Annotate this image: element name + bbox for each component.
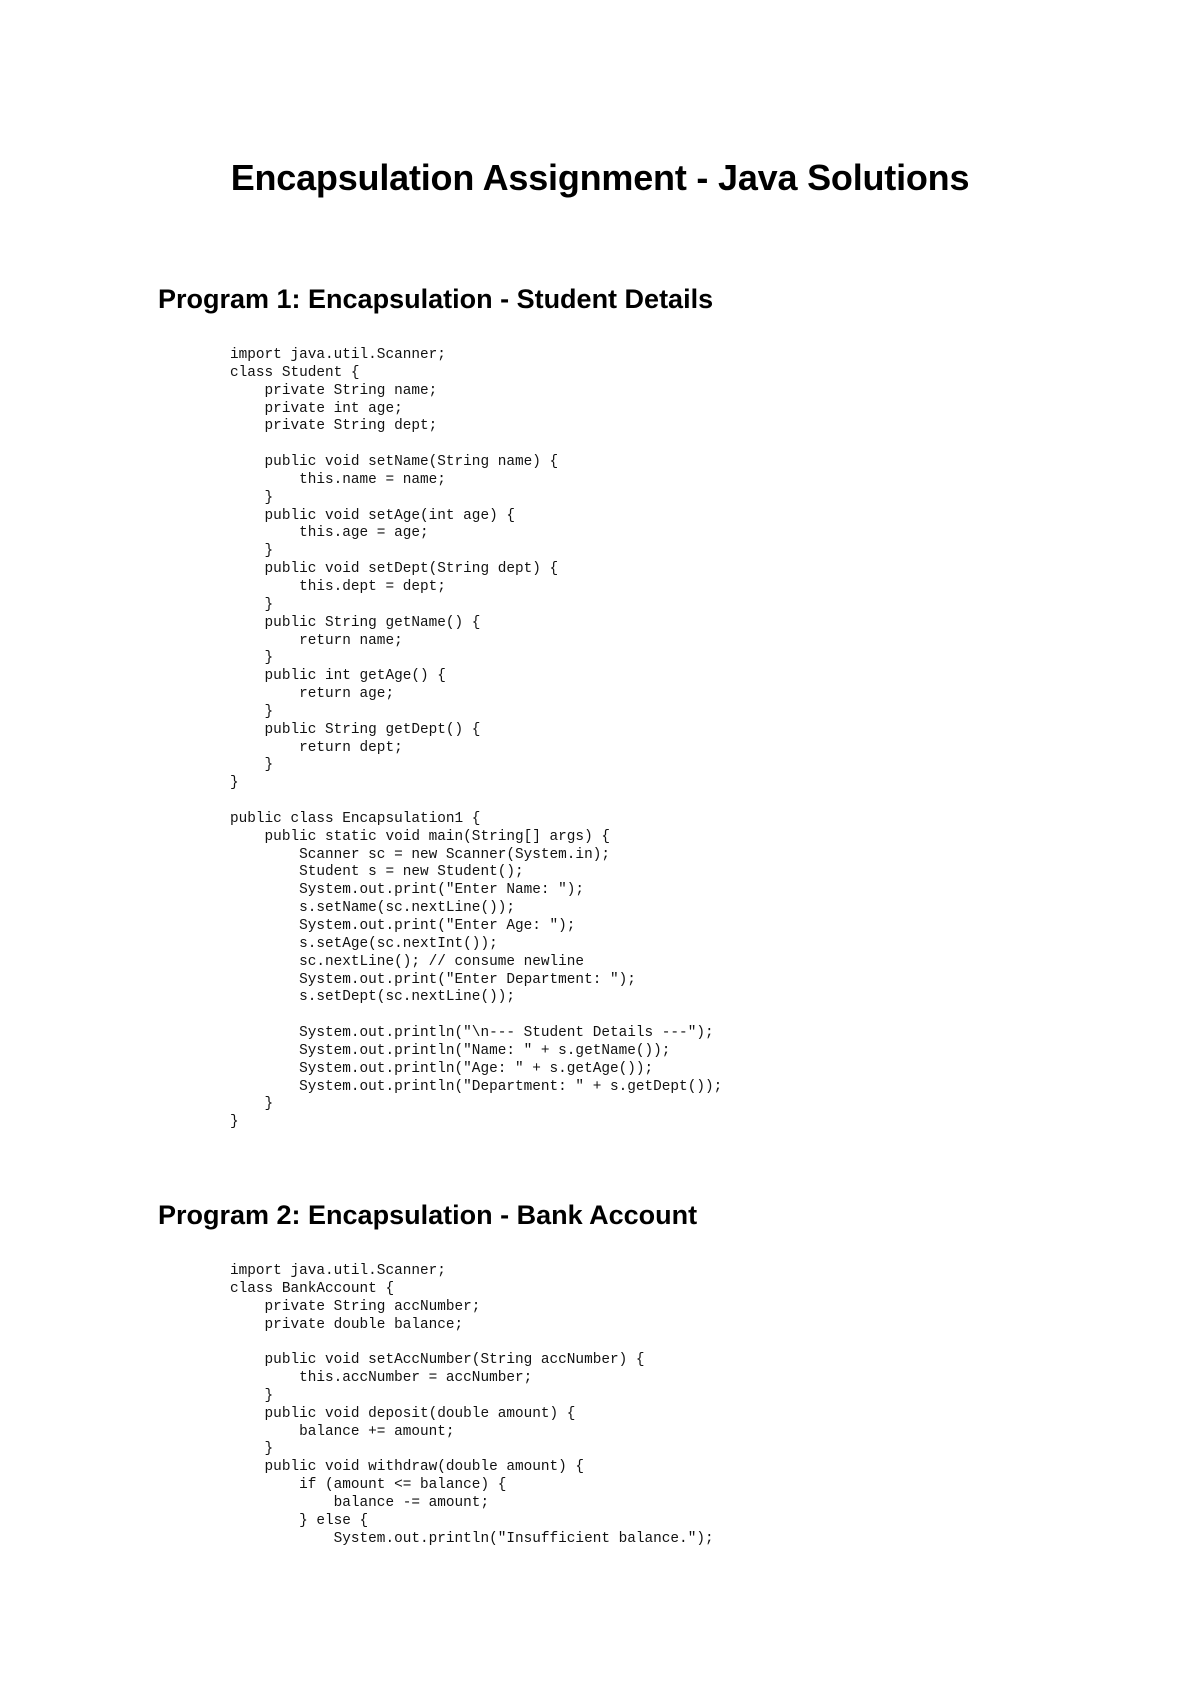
program-1-heading: Program 1: Encapsulation - Student Details	[158, 284, 714, 314]
program-1-code-block: import java.util.Scanner; class Student { private String name; private int age; private String dept; public void setName(String name) { this.name = name; } public void setAge(int age) { this.age = age; } public void setDept(String dept) { this.dept = dept; } public String getName() { return name; } public int getAge() { return age; } public String getDept() { return dept; } } public class Encapsulation1 { public static void main(String[] args) { Scanner sc = new Scanner(System.in); Student s = new Student(); System.out.print("Enter Name: "); s.setName(sc.nextLine()); System.out.print("Enter Age: "); s.setAge(sc.nextInt()); sc.nextLine(); // consume newline System.out.print("Enter Department: "); s.setDept(sc.nextLine()); System.out.println("\n--- Student Details ---"); System.out.println("Name: " + s.getName()); System.out.println("Age: " + s.getAge()); System.out.println("Department: " + s.getDept()); } }	[230, 347, 723, 1131]
document-title: Encapsulation Assignment - Java Solutions	[230, 157, 970, 198]
program-2-code-block: import java.util.Scanner; class BankAccount { private String accNumber; private double balance; public void setAccNumber(String accNumber) { this.accNumber = accNumber; } public void deposit(double amount) { balance += amount; } public void withdraw(double amount) { if (amount <= balance) { balance -= amount; } else { System.out.println("Insufficient balance.");	[230, 1263, 714, 1547]
program-2-heading: Program 2: Encapsulation - Bank Account	[158, 1200, 698, 1230]
